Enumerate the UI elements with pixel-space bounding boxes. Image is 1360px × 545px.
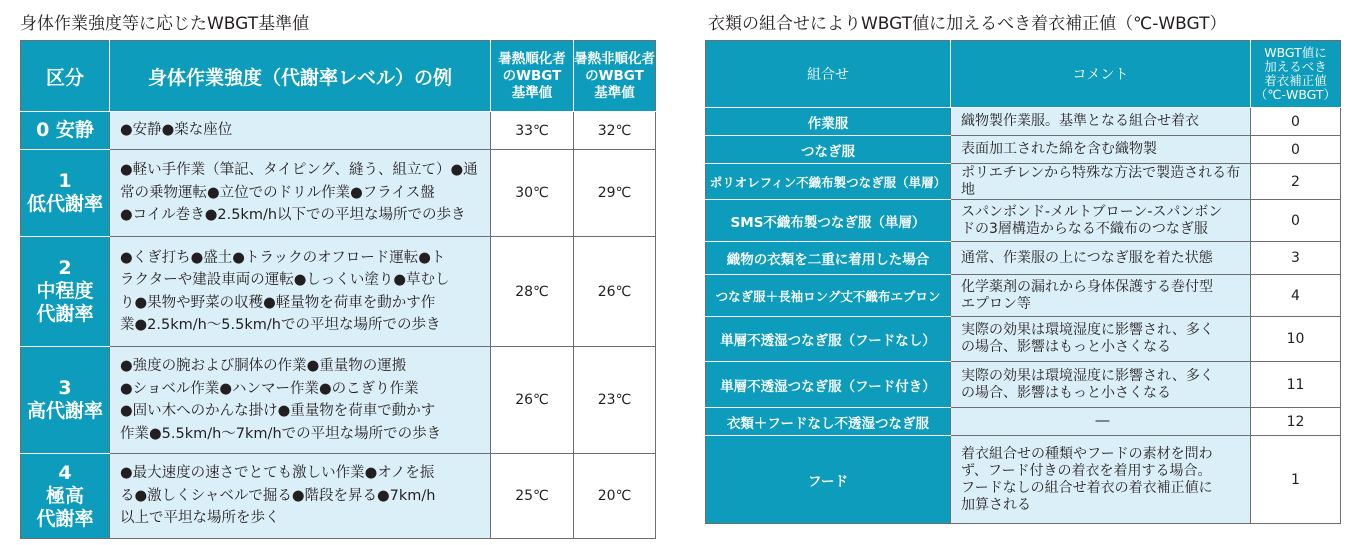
combination-cell: 織物の衣類を二重に着用した場合 [706, 242, 951, 275]
non-acclimatized-value: 29℃ [574, 150, 656, 237]
table-row [706, 436, 1341, 524]
header-example: 身体作業強度（代謝率レベル）の例 [110, 41, 491, 112]
correction-value: 1 [1251, 436, 1341, 524]
category-cell: 0 安静 [21, 112, 110, 150]
combination-cell: つなぎ服＋長袖ロング丈不織布エプロン [706, 275, 951, 317]
clothing-adjustment-table [705, 40, 1341, 524]
acclimatized-value: 30℃ [491, 150, 574, 237]
correction-value: 10 [1251, 317, 1341, 362]
non-acclimatized-value: 32℃ [574, 112, 656, 150]
correction-value: 0 [1251, 136, 1341, 164]
header-non-acclimatized: 暑熱非順化者 のWBGT 基準値 [574, 41, 656, 112]
non-acclimatized-value: 20℃ [574, 454, 656, 539]
table-row [21, 347, 656, 454]
table-row [21, 150, 656, 237]
comment-cell: 化学薬剤の漏れから身体保護する巻付型 エプロン等 [951, 275, 1251, 317]
right-table-title: 衣類の組合せによりWBGT値に加えるべき着衣補正値（℃-WBGT） [708, 14, 1227, 34]
correction-value: 11 [1251, 362, 1341, 408]
table-row [706, 317, 1341, 362]
example-cell: ●軽い手作業（筆記、タイピング、縫う、組立て）●通 常の乗物運転●立位でのドリル作業●フライス盤 ●コイル巻き●2.5km/h以下での平坦な場所での歩き [110, 150, 491, 237]
acclimatized-value: 26℃ [491, 347, 574, 454]
table-row [21, 112, 656, 150]
comment-cell: 表面加工された綿を含む織物製 [951, 136, 1251, 164]
correction-value: 2 [1251, 164, 1341, 200]
comment-cell: ― [951, 408, 1251, 436]
table-row [21, 237, 656, 347]
combination-cell: つなぎ服 [706, 136, 951, 164]
category-cell: 1 低代謝率 [21, 150, 110, 237]
category-cell: 4 極高 代謝率 [21, 454, 110, 539]
category-cell: 2 中程度 代謝率 [21, 237, 110, 347]
header-comment: コメント [951, 41, 1251, 108]
combination-cell: 作業服 [706, 108, 951, 136]
correction-value: 0 [1251, 200, 1341, 242]
comment-cell: 通常、作業服の上につなぎ服を着た状態 [951, 242, 1251, 275]
combination-cell: 単層不透湿つなぎ服（フードなし） [706, 317, 951, 362]
header-acclimatized: 暑熱順化者 のWBGT 基準値 [491, 41, 574, 112]
table-row [706, 200, 1341, 242]
table-header-row [21, 41, 656, 112]
header-category: 区分 [21, 41, 110, 112]
correction-value: 12 [1251, 408, 1341, 436]
acclimatized-value: 33℃ [491, 112, 574, 150]
example-cell: ●最大速度の速さでとても激しい作業●オノを振 る●激しくシャベルで掘る●階段を昇る●7km/h 以上で平坦な場所を歩く [110, 454, 491, 539]
table-row [706, 164, 1341, 200]
combination-cell: ポリオレフィン不織布製つなぎ服（単層） [706, 164, 951, 200]
acclimatized-value: 25℃ [491, 454, 574, 539]
header-combination: 組合せ [706, 41, 951, 108]
table-header-row [706, 41, 1341, 108]
comment-cell: 着衣組合せの種類やフードの素材を問わ ず、フード付きの着衣を着用する場合。 フードなしの組合せ着衣の着衣補正値に 加算される [951, 436, 1251, 524]
wbgt-standard-table [20, 40, 656, 539]
comment-cell: ポリエチレンから特殊な方法で製造される布地 [951, 164, 1251, 200]
table-row [706, 275, 1341, 317]
table-row [706, 108, 1341, 136]
acclimatized-value: 28℃ [491, 237, 574, 347]
correction-value: 4 [1251, 275, 1341, 317]
table-row [706, 136, 1341, 164]
correction-value: 0 [1251, 108, 1341, 136]
table-row [706, 362, 1341, 408]
comment-cell: 実際の効果は環境湿度に影響され、多く の場合、影響はもっと小さくなる [951, 362, 1251, 408]
example-cell: ●強度の腕および胴体の作業●重量物の運搬 ●ショベル作業●ハンマー作業●のこぎり作業 ●固い木へのかんな掛け●重量物を荷車で動かす 作業●5.5km/h～7km/hでの平坦な場所での歩き [110, 347, 491, 454]
non-acclimatized-value: 23℃ [574, 347, 656, 454]
comment-cell: 織物製作業服。基準となる組合せ着衣 [951, 108, 1251, 136]
comment-cell: 実際の効果は環境湿度に影響され、多く の場合、影響はもっと小さくなる [951, 317, 1251, 362]
comment-cell: スパンボンド-メルトブローン-スパンボン ドの3層構造からなる不織布のつなぎ服 [951, 200, 1251, 242]
example-cell: ●くぎ打ち●盛土●トラックのオフロード運転●ト ラクターや建設車両の運転●しっくい塗り●草むし り●果物や野菜の収穫●軽量物を荷車を動かす作 業●2.5km/h～5.5km/hでの平坦な場所での歩き [110, 237, 491, 347]
non-acclimatized-value: 26℃ [574, 237, 656, 347]
table-row [706, 242, 1341, 275]
table-row [706, 408, 1341, 436]
correction-value: 3 [1251, 242, 1341, 275]
table-row [21, 454, 656, 539]
combination-cell: 衣類＋フードなし不透湿つなぎ服 [706, 408, 951, 436]
category-cell: 3 高代謝率 [21, 347, 110, 454]
combination-cell: SMS不織布製つなぎ服（単層） [706, 200, 951, 242]
header-correction-value: WBGT値に 加えるべき 着衣補正値 （℃-WBGT） [1251, 41, 1341, 108]
combination-cell: フード [706, 436, 951, 524]
combination-cell: 単層不透湿つなぎ服（フード付き） [706, 362, 951, 408]
example-cell: ●安静●楽な座位 [110, 112, 491, 150]
left-table-title: 身体作業強度等に応じたWBGT基準値 [20, 14, 310, 34]
